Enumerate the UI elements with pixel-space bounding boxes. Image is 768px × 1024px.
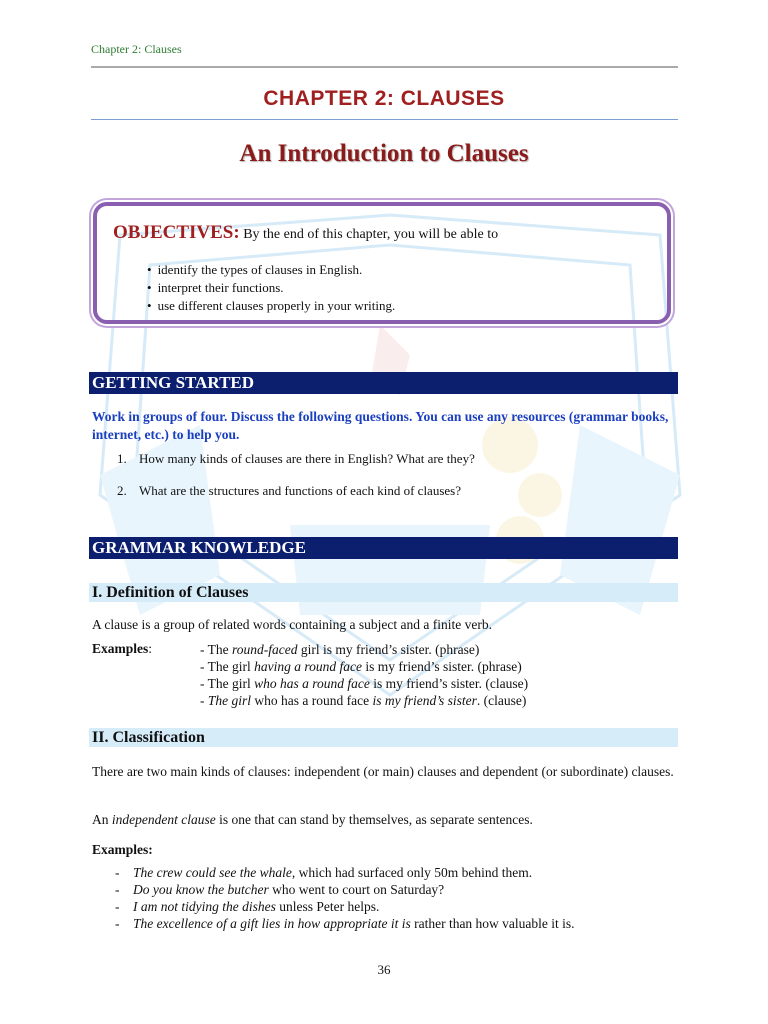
grammar-knowledge-heading: GRAMMAR KNOWLEDGE [89, 537, 678, 559]
header-rule [91, 66, 678, 68]
definition-examples [200, 641, 528, 709]
example-line [200, 675, 528, 692]
examples-label: Examples: [92, 842, 153, 857]
definition-part: An [92, 812, 112, 827]
example-italic: The girl [207, 693, 252, 708]
question-text: How many kinds of clauses are there in English? What are they? [139, 451, 475, 466]
group-task: Work in groups of four. Discuss the following questions. You can use any resources (grammar books, internet, etc.) to help you. [92, 409, 669, 442]
independent-clause-definition [92, 812, 533, 828]
example-text: is my friend’s sister. (clause) [369, 676, 529, 691]
example-text: rather than how valuable it is. [410, 916, 575, 931]
definition-heading: I. Definition of Clauses [89, 583, 678, 602]
example-italic: round-faced [232, 642, 298, 657]
dash: - [115, 916, 120, 931]
example-line [115, 915, 575, 932]
question-number: 1. [117, 451, 127, 466]
definition-text: A clause is a group of related words containing a subject and a finite verb. [92, 617, 492, 632]
example-text: - [200, 693, 208, 708]
question-number: 2. [117, 483, 127, 498]
definition-part: is one that can stand by themselves, as separate sentences. [215, 812, 533, 827]
example-italic: I am not tidying the dishes [133, 899, 276, 914]
getting-started-heading: GETTING STARTED [89, 372, 678, 394]
chapter-title-rule [91, 119, 678, 120]
example-text: - The [200, 642, 232, 657]
dash: - [115, 865, 120, 880]
question-text: What are the structures and functions of each kind of clauses? [139, 483, 461, 498]
objective-item: • interpret their functions. [147, 279, 395, 297]
term-italic: independent clause [111, 812, 216, 827]
classification-examples [115, 864, 575, 932]
question-item [117, 451, 475, 467]
example-italic: Do you know the butcher [133, 882, 269, 897]
example-line [115, 898, 575, 915]
objectives-heading: OBJECTIVES: [113, 222, 240, 243]
objective-item: • use different clauses properly in your writing. [147, 297, 395, 315]
objectives-list [147, 261, 395, 315]
intro-title: An Introduction to Clauses [239, 140, 529, 167]
example-italic: having a round face [254, 659, 362, 674]
example-line [115, 864, 575, 881]
example-line [200, 641, 528, 658]
objectives-line [113, 222, 498, 244]
example-line [115, 881, 575, 898]
example-italic: The excellence of a gift lies in how appropriate it is [133, 916, 411, 931]
example-italic: who has a round face [254, 676, 370, 691]
example-text: who went to court on Saturday? [268, 882, 445, 897]
examples-label-colon: : [148, 641, 153, 656]
running-header: Chapter 2: Clauses [91, 42, 182, 56]
example-line [200, 692, 528, 709]
chapter-title: CHAPTER 2: CLAUSES [263, 87, 505, 110]
example-italic: The crew could see the whale [133, 865, 292, 880]
example-text: who has a round face [251, 693, 373, 708]
example-text: . (clause) [476, 693, 527, 708]
objective-item: • identify the types of clauses in English. [147, 261, 395, 279]
example-text: , which had surfaced only 50m behind them. [291, 865, 533, 880]
example-line [200, 658, 528, 675]
example-italic: is my friend’s sister [372, 693, 477, 708]
question-item [117, 483, 461, 499]
example-text: - The girl [200, 659, 255, 674]
example-text: - The girl [200, 676, 255, 691]
classification-text: There are two main kinds of clauses: independent (or main) clauses and dependent (or subordinate) clauses. [92, 764, 674, 779]
examples-label-text: Examples [92, 641, 149, 656]
page-number: 36 [377, 962, 391, 977]
example-text: is my friend’s sister. (phrase) [361, 659, 522, 674]
dash: - [115, 899, 120, 914]
example-text: girl is my friend’s sister. (phrase) [297, 642, 480, 657]
objectives-lead: By the end of this chapter, you will be able to [239, 227, 499, 242]
dash: - [115, 882, 120, 897]
examples-label [92, 641, 152, 657]
classification-heading: II. Classification [89, 728, 678, 747]
example-text: unless Peter helps. [275, 899, 380, 914]
